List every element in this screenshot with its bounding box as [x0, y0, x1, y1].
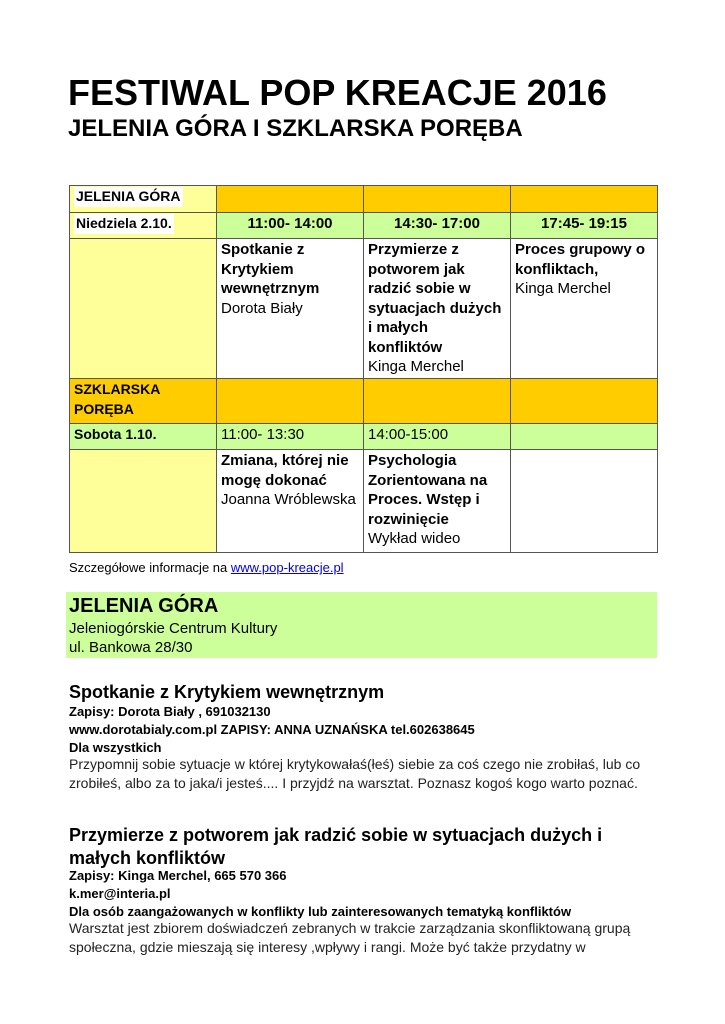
- event-cell: [364, 450, 511, 553]
- event-title: Proces grupowy o konfliktach,: [515, 241, 646, 278]
- event-person: Dorota Biały: [221, 299, 303, 317]
- time-slot-3: [511, 424, 658, 450]
- info-line: Szczegółowe informacje na www.pop-kreacje.pl: [69, 560, 344, 575]
- time-slot-3: 17:45- 19:15: [511, 213, 658, 239]
- time-slot-2: 14:30- 17:00: [364, 213, 511, 239]
- event-cell: [511, 239, 658, 379]
- website-link[interactable]: www.pop-kreacje.pl: [230, 560, 344, 575]
- event-title: Zmiana, której nie mogę dokonać: [221, 452, 349, 489]
- time-slot-1: 11:00- 13:30: [217, 424, 364, 450]
- city-cell-jelenia: JELENIA GÓRA: [70, 186, 217, 213]
- event-person: Kinga Merchel: [368, 358, 464, 375]
- workshop1-audience: Dla wszystkich: [69, 740, 162, 755]
- venue-address: ul. Bankowa 28/30: [69, 639, 193, 656]
- workshop2-title-line2: małych konfliktów: [69, 848, 226, 868]
- event-cell: [217, 239, 364, 379]
- workshop2-description: Warsztat jest zbiorem doświadczeń zebranych w trakcie zarządzania skonfliktowaną grupą społeczna, gdzie mieszają się interesy ,wpływy i rangi. Może być także przydatny w: [69, 920, 631, 955]
- day-cell-jelenia: Niedziela 2.10.: [70, 213, 217, 239]
- time-slot-1: 11:00- 14:00: [217, 213, 364, 239]
- event-title: Przymierze z potworem jak radzić sobie w sytuacjach dużych i małych konfliktów: [368, 241, 502, 356]
- table-row: [70, 239, 658, 379]
- event-person: Wykład wideo: [368, 530, 461, 547]
- event-person: Kinga Merchel: [515, 280, 611, 297]
- workshop2-email: k.mer@interia.pl: [69, 886, 171, 901]
- event-title: Psychologia Zorientowana na Proces. Wstęp i rozwinięcie: [368, 452, 488, 528]
- schedule-table: [69, 185, 658, 553]
- workshop2-signup: Zapisy: Kinga Merchel, 665 570 366: [69, 868, 287, 883]
- day-cell-szklarska: Sobota 1.10.: [70, 424, 217, 450]
- city-cell-szklarska: SZKLARSKA PORĘBA: [70, 379, 217, 424]
- workshop1-description: Przypomnij sobie sytuacje w której krytykowałaś(łeś) siebie za coś czego nie zrobiłaś, lub co zrobiłeś, albo za to jaka/i jesteś.... I przyjdź na warsztat. Poznasz kogoś kogo warto poznać.: [69, 756, 641, 791]
- venue-box: [66, 592, 657, 658]
- event-person: Joanna Wróblewska: [221, 491, 356, 508]
- page-title: FESTIWAL POP KREACJE 2016: [68, 72, 607, 113]
- workshop2-audience: Dla osób zaangażowanych w konflikty lub zainteresowanych tematyką konfliktów: [69, 904, 572, 919]
- workshop1-contact: www.dorotabialy.com.pl ZAPISY: ANNA UZNAŃSKA tel.602638645: [69, 722, 475, 737]
- table-row: [70, 379, 658, 424]
- table-row: [70, 213, 658, 239]
- workshop2-title-line1: Przymierze z potworem jak radzić sobie w sytuacjach dużych i: [69, 825, 603, 845]
- venue-city: JELENIA GÓRA: [69, 595, 219, 617]
- venue-name: Jeleniogórskie Centrum Kultury: [69, 620, 278, 637]
- table-row: [70, 424, 658, 450]
- table-row: [70, 186, 658, 213]
- event-cell: [364, 239, 511, 379]
- time-slot-2: 14:00-15:00: [364, 424, 511, 450]
- event-cell: [217, 450, 364, 553]
- workshop1-title: Spotkanie z Krytykiem wewnętrznym: [69, 682, 385, 702]
- event-title: Spotkanie z Krytykiem wewnętrznym: [221, 241, 320, 297]
- table-row: [70, 450, 658, 553]
- page-subtitle: JELENIA GÓRA I SZKLARSKA PORĘBA: [68, 115, 523, 142]
- workshop1-signup: Zapisy: Dorota Biały , 691032130: [69, 704, 271, 719]
